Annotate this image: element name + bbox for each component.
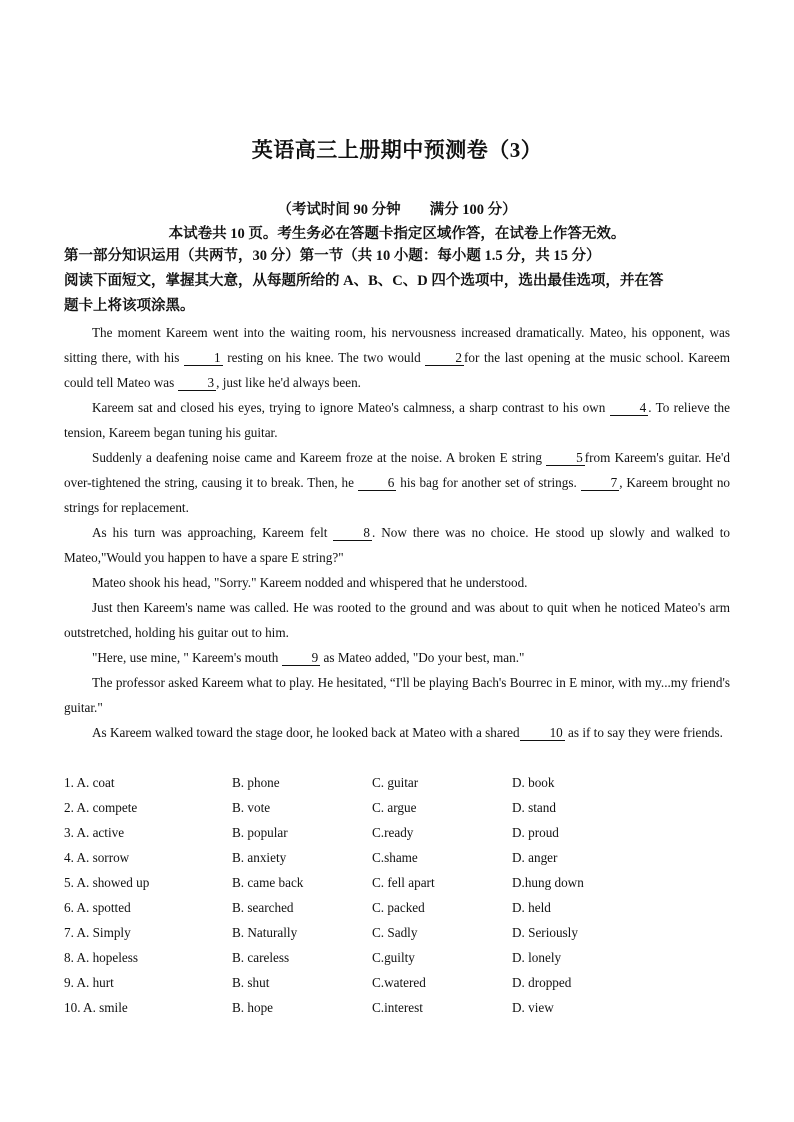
paragraph-4: As his turn was approaching, Kareem felt 8 . Now there was no choice. He stood up slowly and walked to Mateo,"Would you happen to have a spare E string?": [64, 525, 731, 565]
blank-9: 9: [282, 651, 321, 666]
option-c: C. guitar: [372, 775, 419, 790]
paragraph-2: Kareem sat and closed his eyes, trying to ignore Mateo's calmness, a sharp contrast to his own 4 . To relieve the tension, Kareem began tuning his guitar.: [64, 400, 730, 440]
option-d: D. anger: [512, 850, 558, 865]
option-b: B. came back: [232, 875, 304, 890]
option-a: 9. A. hurt: [64, 975, 114, 990]
option-a: 5. A. showed up: [64, 875, 150, 890]
option-a: 3. A. active: [64, 825, 125, 840]
option-row-5: [64, 870, 734, 895]
option-c: C.guilty: [372, 950, 415, 965]
blank-1: 1: [184, 351, 223, 366]
option-b: B. careless: [232, 950, 290, 965]
blank-10: 10: [520, 726, 565, 741]
option-c: C.watered: [372, 975, 426, 990]
blank-4: 4: [610, 401, 649, 416]
paragraph-7: "Here, use mine, " Kareem's mouth 9 as Mateo added, "Do your best, man.": [92, 650, 525, 665]
option-c: C. argue: [372, 800, 417, 815]
option-d: D. Seriously: [512, 925, 578, 940]
blank-8: 8: [333, 526, 372, 541]
option-c: C.ready: [372, 825, 414, 840]
paragraph-1: The moment Kareem went into the waiting room, his nervousness increased dramatically. Mateo, his opponent, was sitting there, with his 1 resting on his knee. The two would 2 for the last opening at the music school. Kareem could tell Mateo was 3 , just like he'd always been.: [64, 325, 730, 390]
option-b: B. searched: [232, 900, 294, 915]
paragraph-8: The professor asked Kareem what to play. He hesitated, “I'll be playing Bach's Bourrec in E minor, with my...my friend's guitar.": [64, 675, 730, 715]
option-b: B. anxiety: [232, 850, 287, 865]
instructions-line-2: 题卡上将该项涂黑。: [64, 298, 195, 314]
section-heading: 第一部分知识运用（共两节，30 分）第一节（共 10 小题：每小题 1.5 分，共 15 分）: [64, 248, 601, 264]
option-row-10: [64, 995, 734, 1020]
option-c: C.shame: [372, 850, 418, 865]
option-d: D. stand: [512, 800, 556, 815]
paragraph-3: Suddenly a deafening noise came and Kareem froze at the noise. A broken E string 5 from Kareem's guitar. He'd over-tightened the string, causing it to break. Then, he 6 his bag for another set of strings. 7 , Kareem brought no strings for replacement.: [64, 450, 731, 515]
option-row-2: [64, 795, 734, 820]
option-row-7: [64, 920, 734, 945]
answer-options: [64, 770, 734, 1020]
paragraph-9: As Kareem walked toward the stage door, he looked back at Mateo with a shared 10 as if to say they were friends.: [92, 725, 723, 740]
option-d: D.hung down: [512, 875, 584, 890]
option-d: D. view: [512, 1000, 554, 1015]
option-b: B. hope: [232, 1000, 274, 1015]
option-d: D. book: [512, 775, 555, 790]
paragraph-5: Mateo shook his head, "Sorry." Kareem nodded and whispered that he understood.: [92, 575, 528, 590]
option-row-1: [64, 770, 734, 795]
option-row-3: [64, 820, 734, 845]
notice: 本试卷共 10 页。考生务必在答题卡指定区域作答，在试卷上作答无效。: [168, 226, 626, 242]
option-a: 1. A. coat: [64, 775, 115, 790]
option-d: D. lonely: [512, 950, 562, 965]
option-row-6: [64, 895, 734, 920]
reading-passage: [64, 320, 730, 745]
option-d: D. dropped: [512, 975, 572, 990]
blank-6: 6: [358, 476, 397, 491]
option-b: B. shut: [232, 975, 270, 990]
option-b: B. vote: [232, 800, 271, 815]
option-a: 7. A. Simply: [64, 925, 131, 940]
blank-7: 7: [581, 476, 620, 491]
blank-3: 3: [178, 376, 217, 391]
option-a: 4. A. sorrow: [64, 850, 130, 865]
option-a: 10. A. smile: [64, 1000, 128, 1015]
blank-2: 2: [425, 351, 464, 366]
instructions-line-1: 阅读下面短文，掌握其大意，从每题所给的 A、B、C、D 四个选项中，选出最佳选项，并在答: [64, 273, 664, 289]
option-a: 2. A. compete: [64, 800, 138, 815]
option-row-9: [64, 970, 734, 995]
page-title: 英语高三上册期中预测卷（3）: [251, 138, 543, 162]
option-d: D. held: [512, 900, 551, 915]
paragraph-6: Just then Kareem's name was called. He was rooted to the ground and was about to quit when he noticed Mateo's arm outstretched, holding his guitar out to him.: [64, 600, 730, 640]
option-c: C. Sadly: [372, 925, 418, 940]
option-b: B. phone: [232, 775, 280, 790]
blank-5: 5: [546, 451, 585, 466]
option-d: D. proud: [512, 825, 559, 840]
option-c: C. fell apart: [372, 875, 435, 890]
option-a: 6. A. spotted: [64, 900, 131, 915]
exam-info: （考试时间 90 分钟 满分 100 分）: [277, 202, 517, 218]
option-b: B. popular: [232, 825, 288, 840]
option-b: B. Naturally: [232, 925, 298, 940]
option-row-8: [64, 945, 734, 970]
option-c: C.interest: [372, 1000, 423, 1015]
option-a: 8. A. hopeless: [64, 950, 138, 965]
option-c: C. packed: [372, 900, 425, 915]
option-row-4: [64, 845, 734, 870]
